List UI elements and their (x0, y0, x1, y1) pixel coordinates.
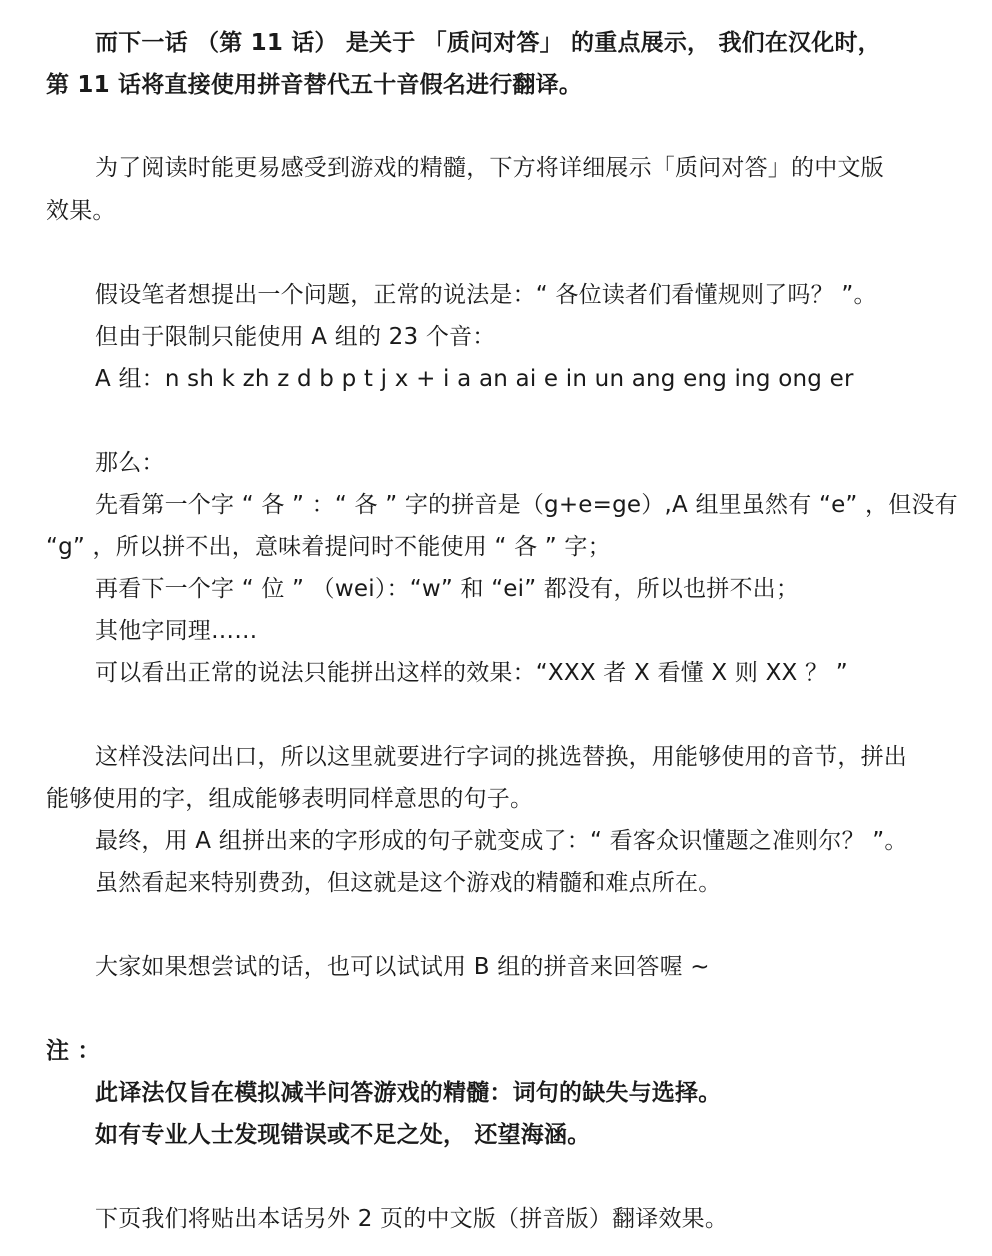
example-line-2: 但由于限制只能使用 A 组的 23 个音： (95, 324, 496, 350)
solution-line-2: 能够使用的字，组成能够表明同样意思的句子。 (46, 786, 534, 812)
note-label: 注 ： (46, 1038, 101, 1064)
footer-line: 下页我们将贴出本话另外 2 页的中文版（拼音版）翻译效果。 (95, 1206, 729, 1232)
analysis-line-3: “g” ，所以拼不出，意味着提问时不能使用 “ 各 ” 字； (46, 534, 611, 560)
analysis-line-5: 其他字同理…… (95, 618, 258, 644)
purpose-line-1: 为了阅读时能更易感受到游戏的精髓，下方将详细展示「质问对答」的中文版 (95, 155, 884, 181)
invite-line: 大家如果想尝试的话，也可以试试用 B 组的拼音来回答喔 ~ (95, 954, 710, 980)
solution-line-4: 虽然看起来特别费劲，但这就是这个游戏的精髓和难点所在。 (95, 870, 722, 896)
analysis-line-1: 那么： (95, 450, 165, 476)
purpose-line-2: 效果。 (46, 198, 116, 224)
note-line-1: 此译法仅旨在模拟减半问答游戏的精髓：词句的缺失与选择。 (95, 1080, 722, 1106)
group-a-syllables: A 组：n sh k zh z d b p t j x + i a an ai e in un ang eng ing ong er (95, 366, 854, 392)
analysis-line-4: 再看下一个字 “ 位 ” （wei）：“w” 和 “ei” 都没有，所以也拼不出； (95, 576, 800, 602)
example-line-1: 假设笔者想提出一个问题，正常的说法是：“ 各位读者们看懂规则了吗？ ”。 (95, 282, 877, 308)
intro-line-2: 第 11 话将直接使用拼音替代五十音假名进行翻译。 (46, 72, 583, 98)
solution-line-1: 这样没法问出口，所以这里就要进行字词的挑选替换，用能够使用的音节，拼出 (95, 744, 907, 770)
solution-line-3: 最终，用 A 组拼出来的字形成的句子就变成了：“ 看客众识懂题之准则尔？ ”。 (95, 828, 908, 854)
analysis-line-6: 可以看出正常的说法只能拼出这样的效果：“XXX 者 X 看懂 X 则 XX ？ ” (95, 660, 848, 686)
note-line-2: 如有专业人士发现错误或不足之处， 还望海涵。 (95, 1122, 591, 1148)
analysis-line-2: 先看第一个字 “ 各 ” ：“ 各 ” 字的拼音是（g+e=ge）,A 组里虽然有 “e” ，但没有 (95, 492, 958, 518)
intro-line-1: 而下一话 （第 11 话） 是关于 「质问对答」 的重点展示， 我们在汉化时， (95, 30, 881, 56)
